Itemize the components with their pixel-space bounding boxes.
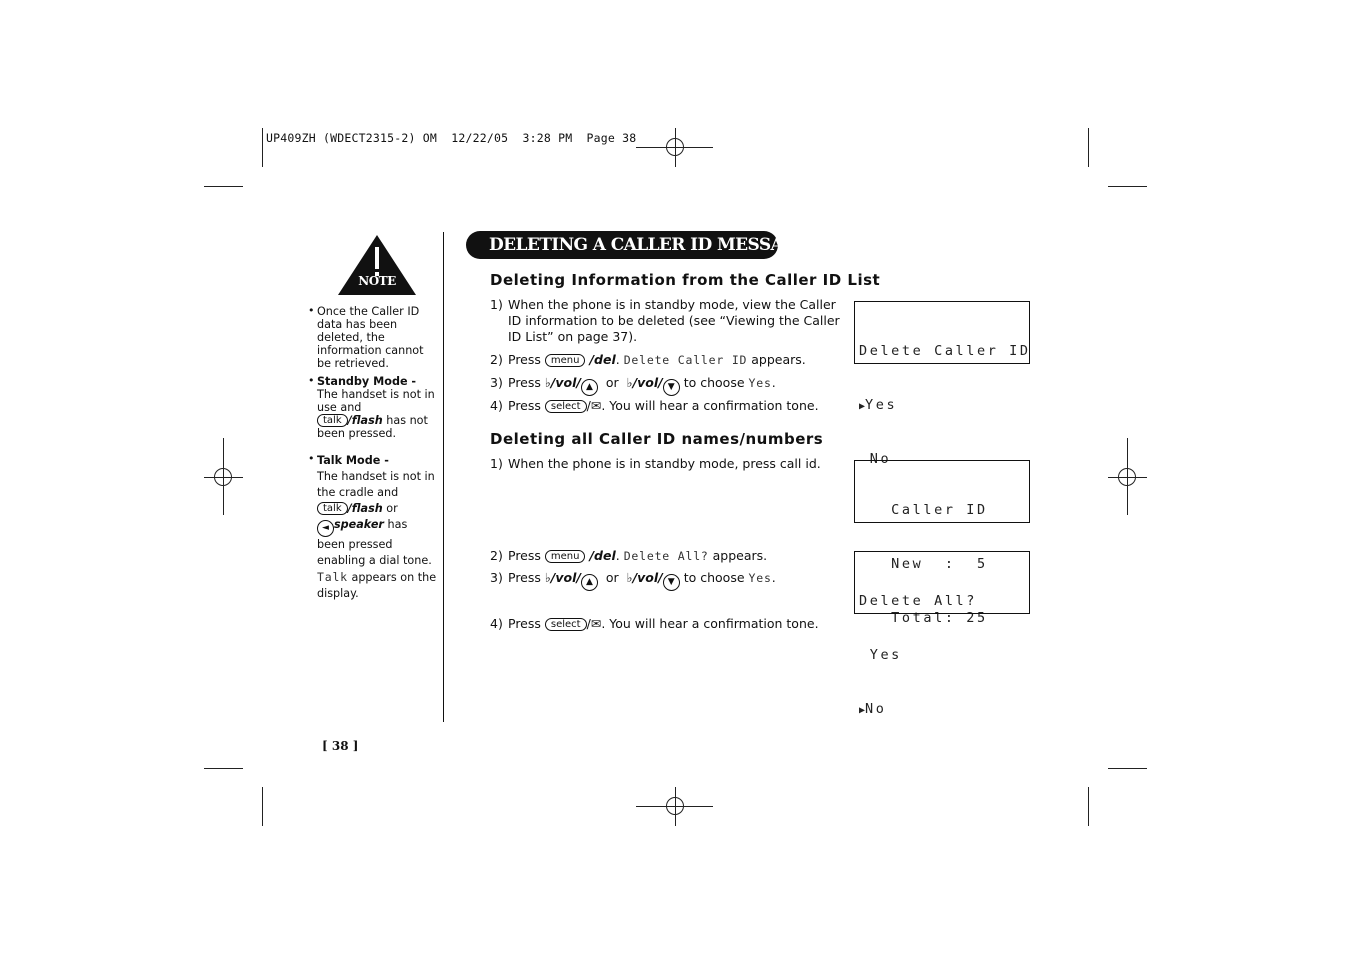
up-arrow-icon: ▲ [581,574,598,591]
note-label: NOTE [358,274,396,288]
crop-mark [204,186,243,187]
note-caller-id-deleted: Once the Caller ID data has been deleted, the information cannot be retrieved. [317,305,424,370]
envelope-icon: ✉ [590,616,602,631]
section2-step4: 4) Press select /✉. You will hear a confirmation tone. [490,616,819,631]
print-slug: UP409ZH (WDECT2315-2) OM 12/22/05 3:28 PM Page 38 [266,131,637,145]
ringer-icon: ♭ [626,570,633,585]
section2-step2: 2) Press menu /del. Delete All? appears. [490,548,768,563]
talk-key: talk [317,502,348,515]
lcd-display-delete-caller-id: Delete Caller ID ▶Yes No [854,301,1030,364]
section1-step2: 2) Press menu /del. Delete Caller ID appears. [490,352,806,367]
ringer-icon: ♭ [626,375,633,390]
envelope-icon: ✉ [590,398,602,413]
bullet: • [308,452,315,465]
section1-heading: Deleting Information from the Caller ID List [490,271,881,289]
section2-step1: 1) When the phone is in standby mode, press call id. [490,456,821,471]
section2-step3: 3) Press ♭/vol/ ▲ or ♭/vol/ ▼ to choose Yes. [490,570,776,591]
select-key: select [545,618,587,631]
standby-mode-title: Standby Mode - [317,375,417,388]
section1-step3: 3) Press ♭/vol/ ▲ or ♭/vol/ ▼ to choose Yes. [490,375,776,396]
up-arrow-icon: ▲ [581,379,598,396]
ringer-icon: ♭ [544,570,551,585]
bullet: • [308,374,315,387]
crop-mark [262,787,263,826]
note-standby-mode: Standby Mode - The handset is not in use and talk /flash has not been pressed. [317,375,435,440]
selector-arrow-icon: ▶ [859,705,866,716]
section1-step4: 4) Press select /✉. You will hear a confirmation tone. [490,398,819,413]
crop-mark [204,768,243,769]
talk-mode-title: Talk Mode - [317,454,389,467]
section1-step1: 1) When the phone is in standby mode, view the Caller ID information to be deleted (see “Viewing the Caller ID List” on page 37). [490,297,840,344]
menu-key: menu [545,550,586,563]
select-key: select [545,400,587,413]
ringer-icon: ♭ [544,375,551,390]
selector-arrow-icon: ▶ [859,401,866,412]
down-arrow-icon: ▼ [663,574,680,591]
page-number: [ 38 ] [322,739,359,753]
section2-heading: Deleting all Caller ID names/numbers [490,430,824,448]
column-divider [443,232,444,722]
down-arrow-icon: ▼ [663,379,680,396]
crop-mark [1088,787,1089,826]
note-talk-mode: Talk Mode - The handset is not in the cradle and talk /flash or ◄ speaker has been pressed enabling a dial tone. Talk appears on the display. [317,454,437,600]
talk-key: talk [317,414,348,427]
bullet: • [308,304,315,317]
speaker-icon: ◄ [317,520,334,537]
crop-mark [1108,186,1147,187]
crop-mark [1088,128,1089,167]
crop-mark [262,128,263,167]
crop-mark [1108,768,1147,769]
lcd-display-delete-all: Delete All? Yes ▶No [854,551,1030,614]
lcd-display-caller-id-summary: Caller ID New : 5 Total: 25 [854,460,1030,523]
warning-note-icon [336,233,418,297]
menu-key: menu [545,354,586,367]
section-banner: DELETING A CALLER ID MESSAGE [466,231,778,259]
